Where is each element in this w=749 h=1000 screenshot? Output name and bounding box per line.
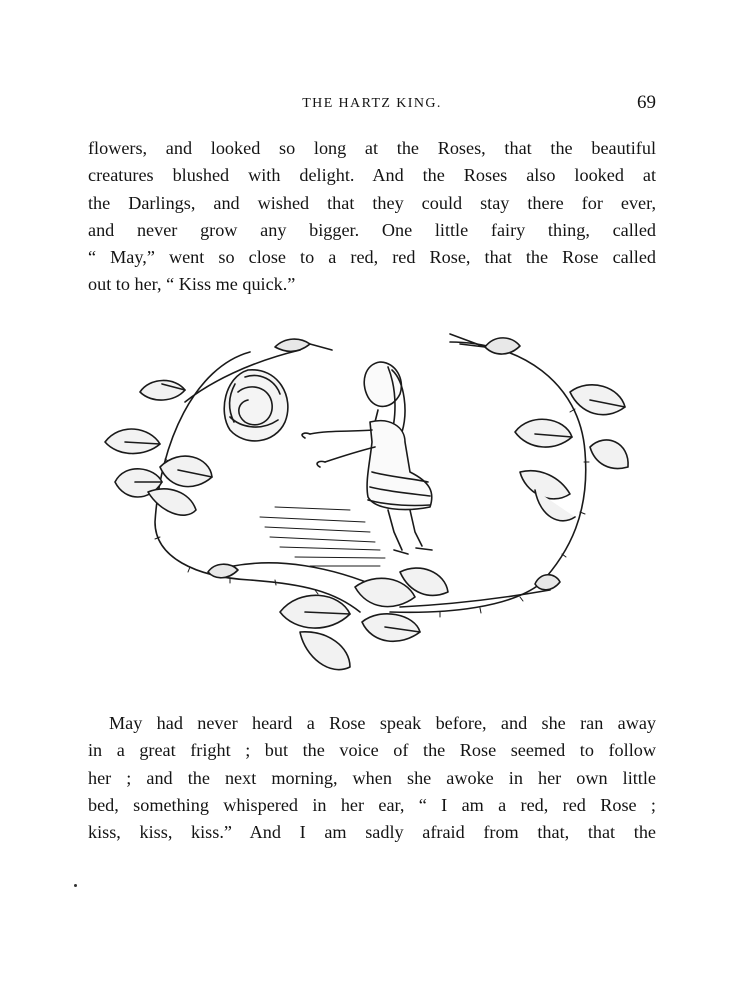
text-line: May had never heard a Rose speak before, and she ran away bbox=[109, 713, 656, 733]
leaf-cluster-left bbox=[105, 380, 212, 515]
text-line: creatures blushed with delight. And the Roses also looked at bbox=[88, 165, 656, 186]
running-header bbox=[88, 92, 656, 116]
page-number: 69 bbox=[637, 92, 656, 113]
paragraph-1 bbox=[88, 135, 656, 299]
leaf-cluster-bottom bbox=[280, 568, 448, 670]
girl-figure bbox=[302, 362, 432, 554]
rose-wreath-illustration bbox=[100, 322, 640, 692]
text-line: bed, something whispered in her ear, “ I am a red, red Rose ; bbox=[88, 794, 656, 815]
ink-speck bbox=[74, 884, 77, 887]
paragraph-2 bbox=[88, 710, 656, 846]
rose-bud-bottom-right bbox=[535, 575, 560, 590]
rose-bud-right bbox=[450, 334, 520, 354]
text-line: “ May,” went so close to a red, red Rose, that the Rose called bbox=[88, 247, 656, 268]
rose-bud-bottom-left bbox=[208, 564, 238, 578]
rose-bloom bbox=[224, 370, 288, 441]
text-line: kiss, kiss, kiss.” And I am sadly afraid from that, that the bbox=[88, 822, 656, 843]
text-line: out to her, “ Kiss me quick.” bbox=[88, 274, 296, 295]
text-line: flowers, and looked so long at the Roses, that the beautiful bbox=[88, 138, 656, 158]
text-line: the Darlings, and wished that they could stay there for ever, bbox=[88, 192, 656, 213]
text-line: her ; and the next morning, when she awoke in her own little bbox=[88, 767, 656, 788]
running-title: THE HARTZ KING. bbox=[302, 96, 442, 111]
text-line: and never grow any bigger. One little fairy thing, called bbox=[88, 219, 656, 240]
rose-bud-top bbox=[275, 339, 332, 351]
text-line: in a great fright ; but the voice of the Rose seemed to follow bbox=[88, 740, 656, 761]
ground-shadow bbox=[260, 507, 385, 566]
